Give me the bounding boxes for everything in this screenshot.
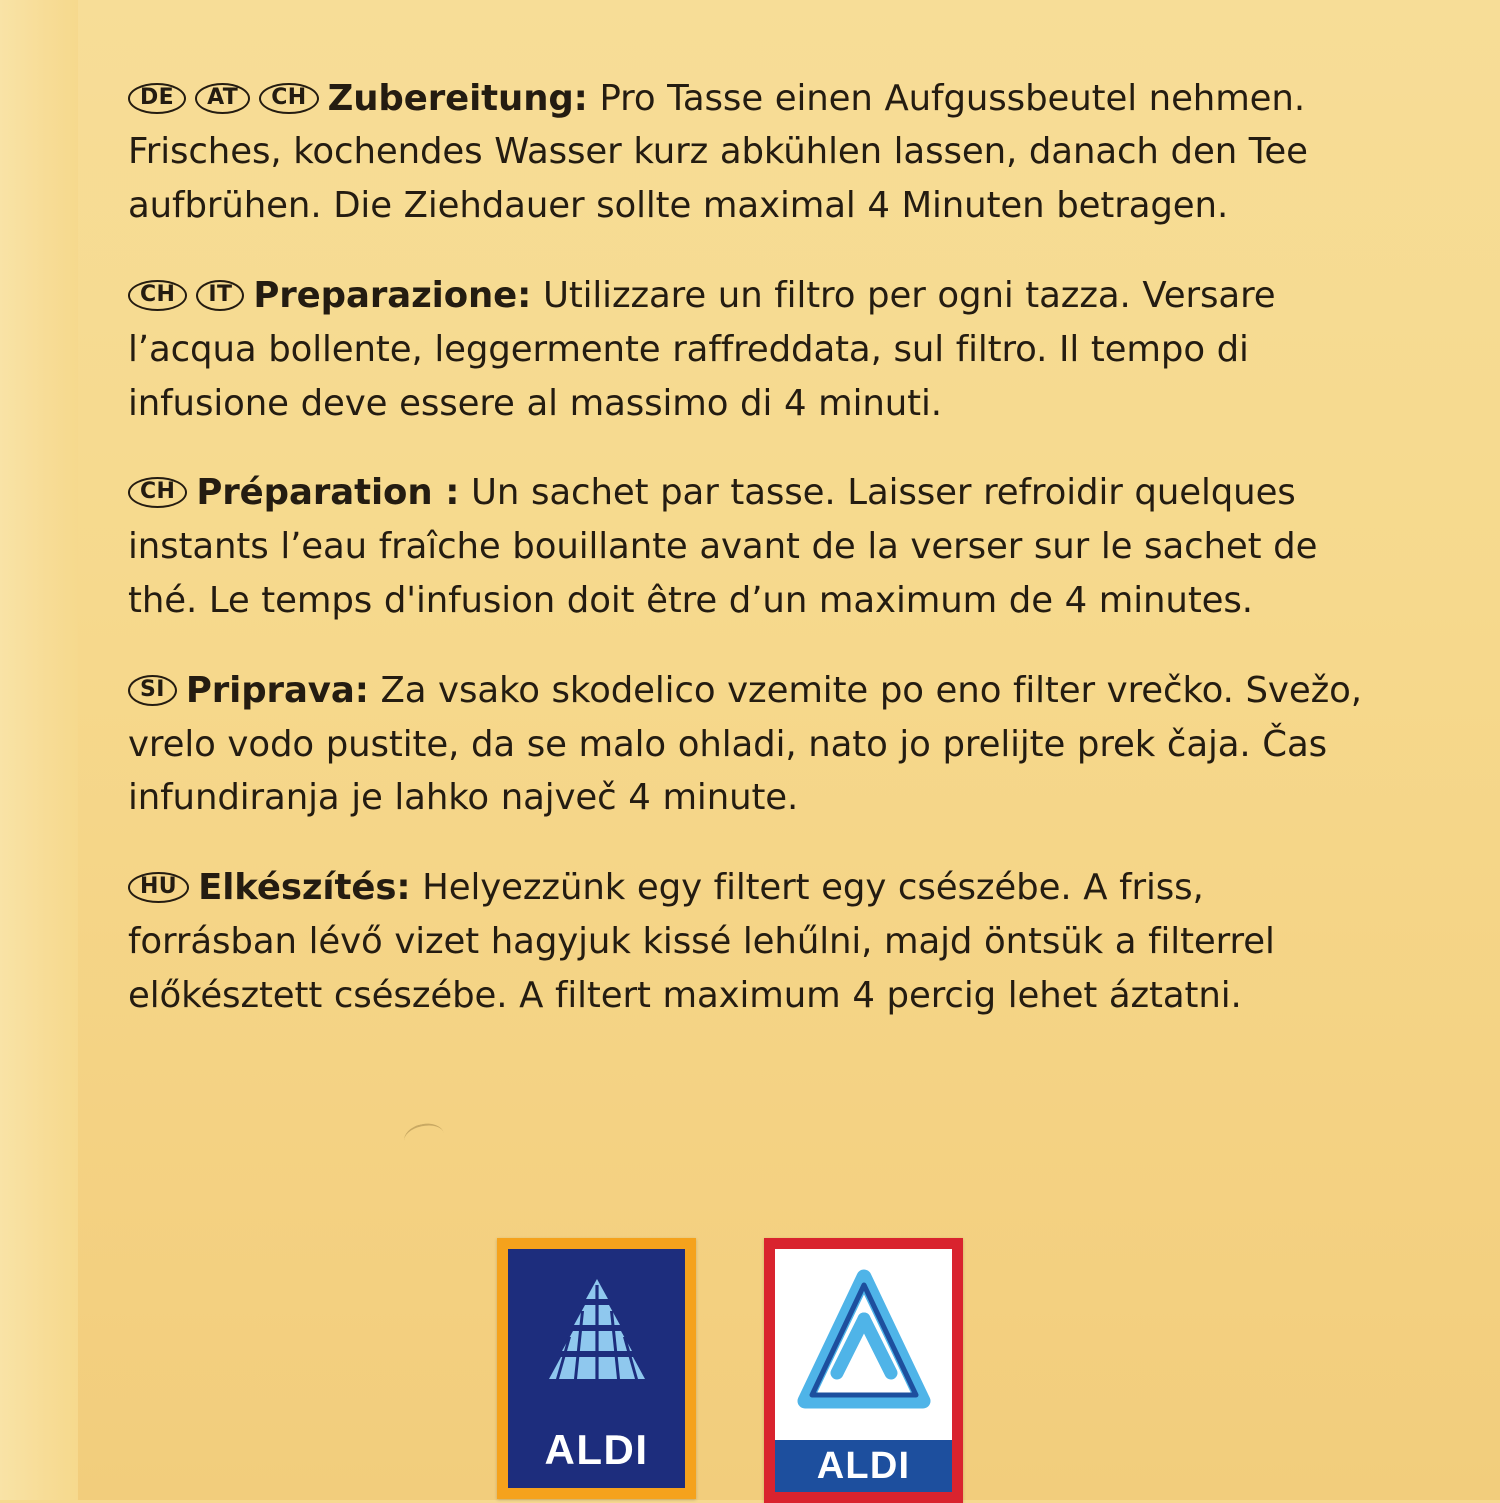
country-code-badge: CH bbox=[128, 477, 187, 508]
instruction-heading: Elkészítés: bbox=[198, 866, 411, 908]
instruction-block-si bbox=[128, 664, 1373, 826]
instruction-paragraph bbox=[128, 72, 1373, 234]
country-flag-group bbox=[128, 670, 186, 711]
aldi-sud-logo bbox=[764, 1238, 963, 1503]
instruction-body: Utilizzare un filtro per ogni tazza. Versare l’acqua bollente, leggermente raffreddata, sul filtro. Il tempo di infusione deve essere al massimo di 4 minuti. bbox=[128, 274, 1276, 424]
instruction-body: Za vsako skodelico vzemite po eno filter vrečko. Svežo, vrelo vodo pustite, da se malo ohladi, nato jo prelijte prek čaja. Čas infundiranja je lahko največ 4 minute. bbox=[128, 669, 1362, 819]
instruction-block-fr bbox=[128, 466, 1373, 628]
instruction-heading: Préparation : bbox=[196, 472, 460, 514]
country-flag-group bbox=[128, 867, 198, 908]
aldi-nord-logo bbox=[497, 1238, 696, 1499]
country-code-badge: AT bbox=[195, 83, 250, 114]
country-flag-group bbox=[128, 275, 253, 316]
brand-logo-row bbox=[497, 1238, 963, 1503]
print-scuff-mark bbox=[402, 1120, 447, 1154]
instruction-body: Un sachet par tasse. Laisser refroidir quelques instants l’eau fraîche bouillante avant de la verser sur le sachet de thé. Le temps d'infusion doit être d’un maximum de 4 minutes. bbox=[128, 472, 1318, 622]
instruction-block-de bbox=[128, 72, 1373, 234]
instruction-body: Pro Tasse einen Aufgussbeutel nehmen. Frisches, kochendes Wasser kurz abkühlen lassen, danach den Tee aufbrühen. Die Ziehdauer sollte maximal 4 Minuten betragen. bbox=[128, 77, 1308, 227]
country-code-badge: HU bbox=[128, 872, 189, 903]
aldi-sud-mark-icon bbox=[789, 1261, 939, 1417]
aldi-sud-wordmark: ALDI bbox=[816, 1444, 911, 1487]
country-flag-group bbox=[128, 78, 328, 119]
instruction-block-it bbox=[128, 269, 1373, 431]
instruction-heading: Priprava: bbox=[185, 669, 369, 711]
country-code-badge: DE bbox=[128, 83, 186, 114]
aldi-nord-mark-icon bbox=[537, 1275, 657, 1397]
instruction-paragraph bbox=[128, 466, 1373, 628]
instruction-heading: Preparazione: bbox=[253, 274, 532, 316]
country-code-badge: CH bbox=[128, 280, 187, 311]
instruction-paragraph bbox=[128, 664, 1373, 826]
package-left-edge bbox=[0, 0, 78, 1500]
instruction-paragraph bbox=[128, 269, 1373, 431]
instruction-paragraph bbox=[128, 861, 1373, 1023]
instruction-heading: Zubereitung: bbox=[327, 77, 588, 119]
country-code-badge: CH bbox=[259, 83, 318, 114]
instruction-block-hu bbox=[128, 861, 1373, 1023]
instruction-body: Helyezzünk egy filtert egy csészébe. A friss, forrásban lévő vizet hagyjuk kissé lehűlni, majd öntsük a filterrel előkésztett csészébe. A filtert maximum 4 percig lehet áztatni. bbox=[128, 866, 1275, 1016]
country-code-badge: SI bbox=[128, 675, 177, 706]
aldi-nord-field bbox=[508, 1249, 685, 1488]
country-code-badge: IT bbox=[196, 280, 244, 311]
aldi-nord-wordmark: ALDI bbox=[544, 1426, 649, 1473]
preparation-instructions bbox=[128, 36, 1373, 1058]
aldi-sud-wordmark-band bbox=[775, 1440, 952, 1492]
country-flag-group bbox=[128, 472, 196, 513]
